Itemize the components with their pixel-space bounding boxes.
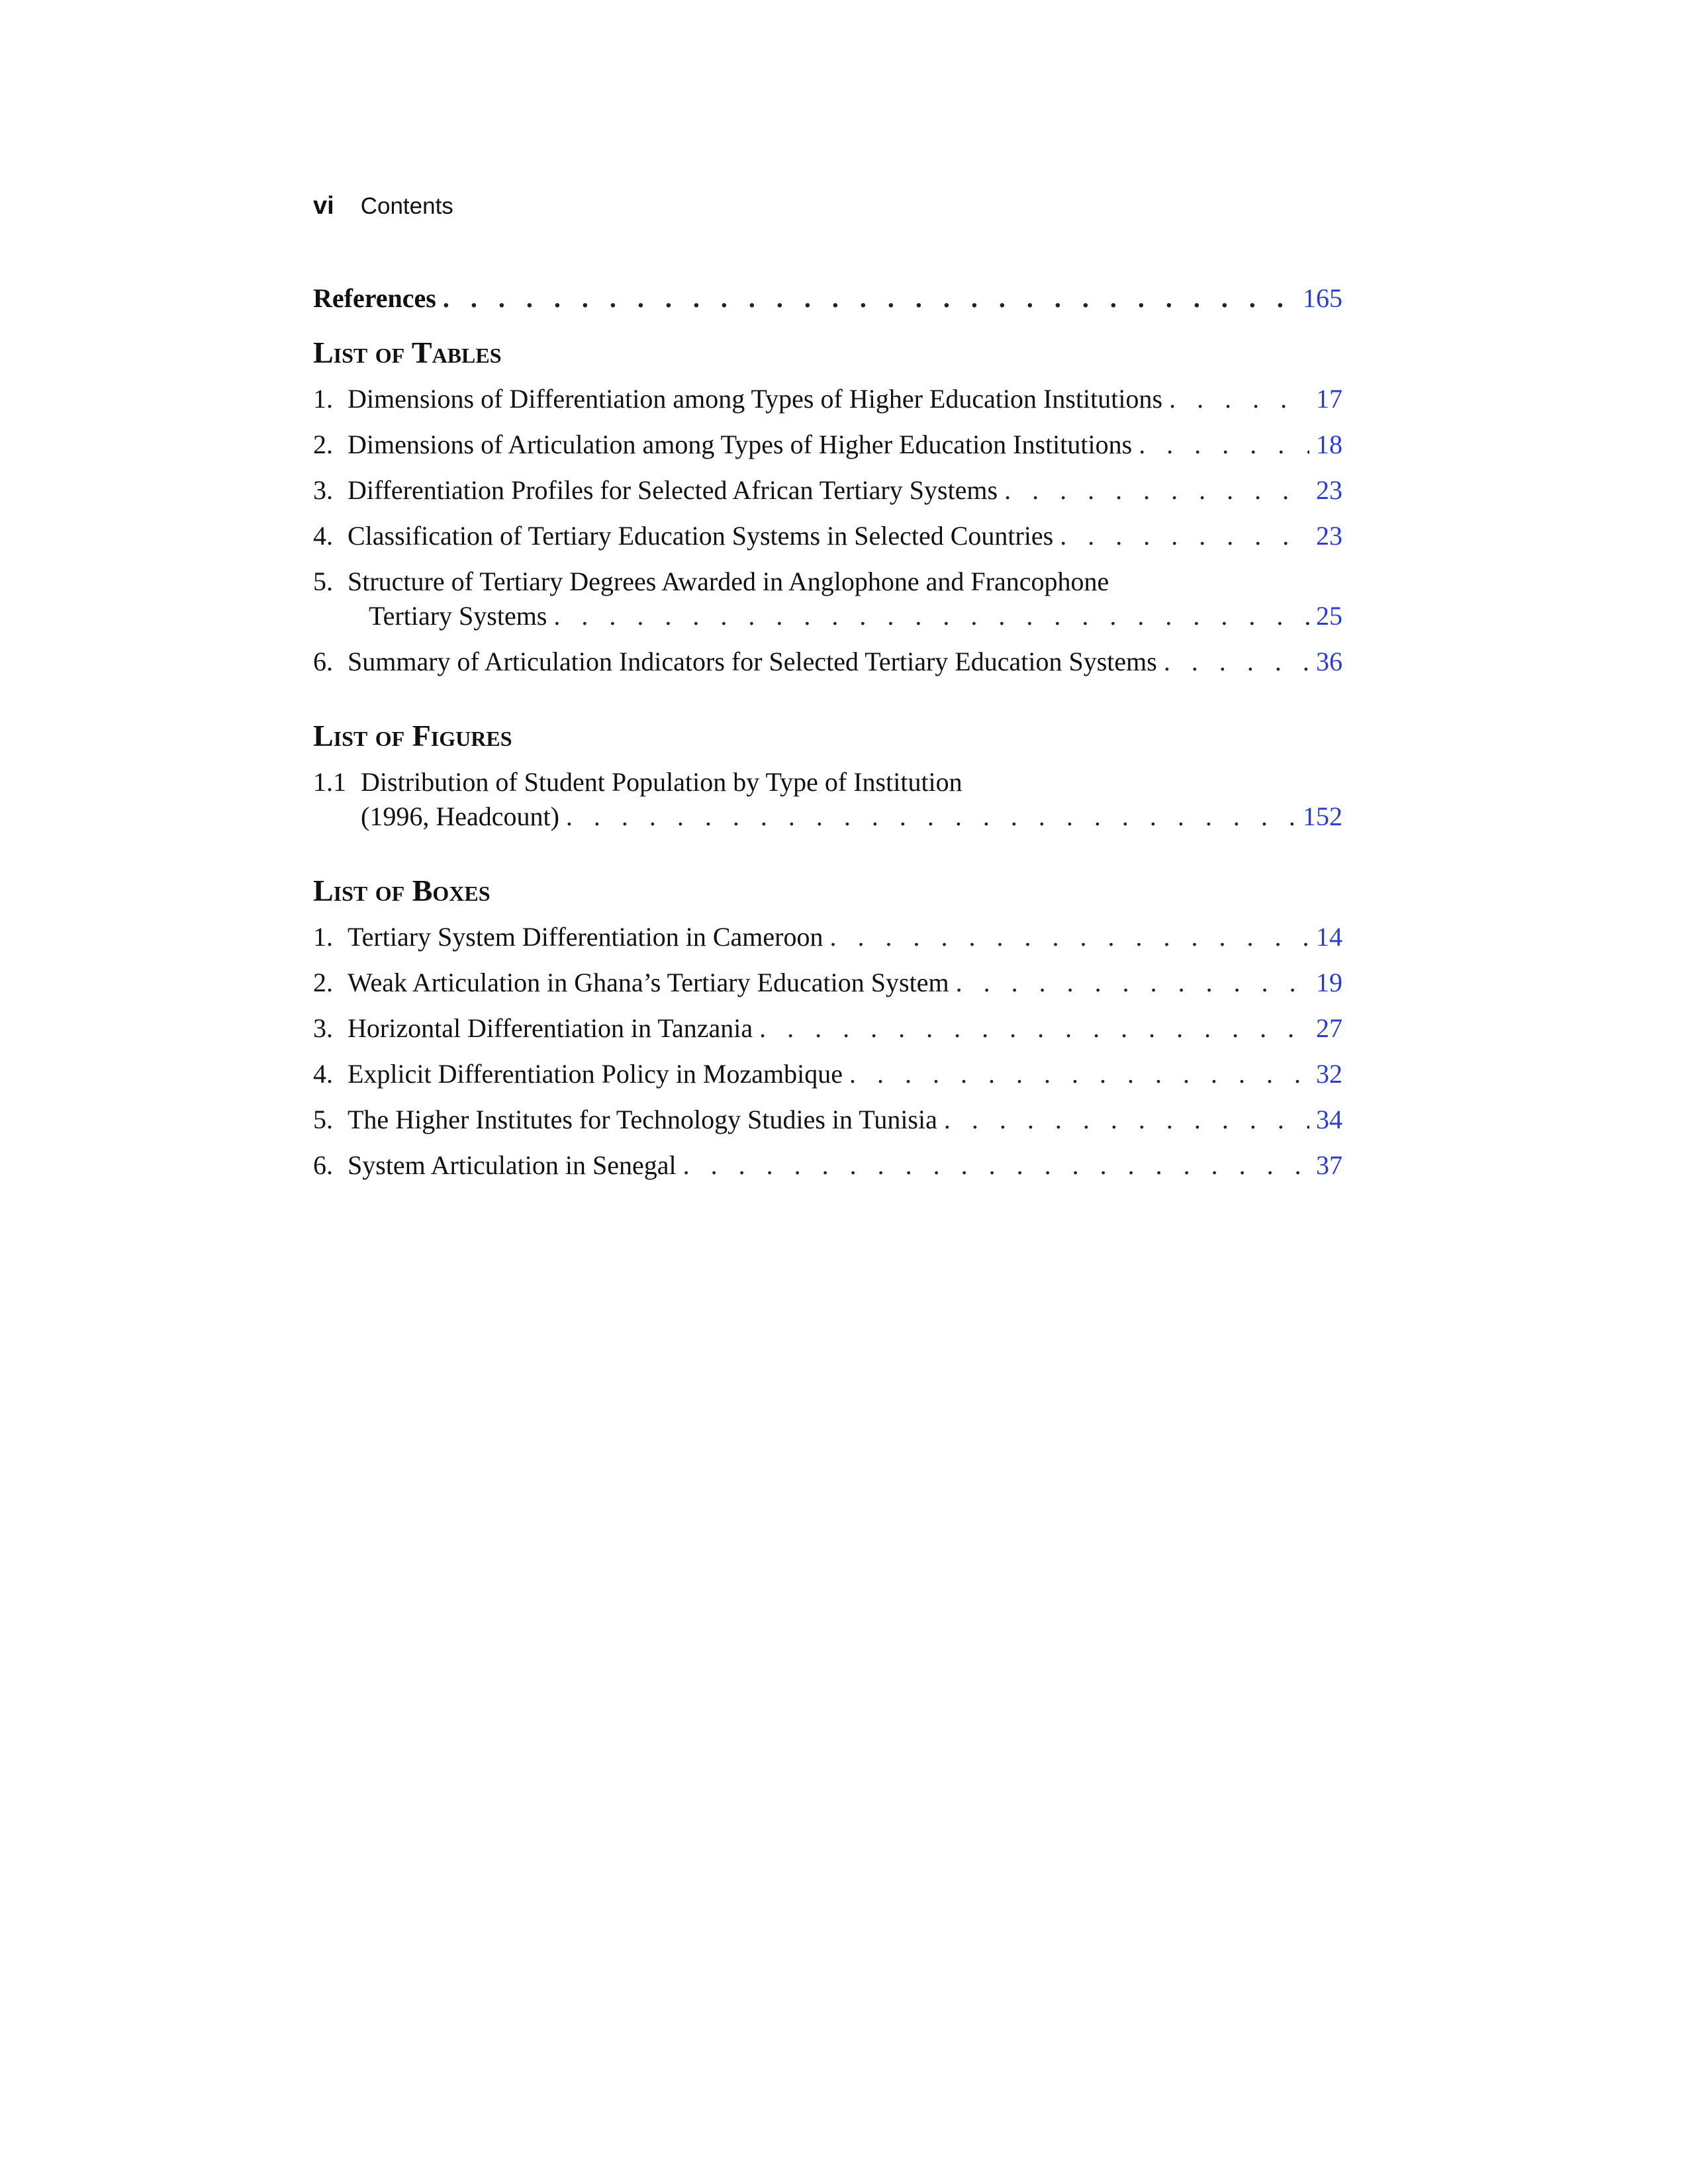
entry-title: Structure of Tertiary Degrees Awarded in Anglophone and Francophone xyxy=(348,567,1109,596)
entry-title: The Higher Institutes for Technology Studies in Tunisia xyxy=(348,1105,937,1134)
page-link[interactable]: 165 xyxy=(1303,283,1342,313)
entry-title: Summary of Articulation Indicators for Selected Tertiary Education Systems xyxy=(348,647,1157,676)
toc-entry-table[interactable] xyxy=(313,645,1342,679)
dot-leader xyxy=(566,799,1296,834)
entry-title: Horizontal Differentiation in Tanzania xyxy=(348,1013,753,1043)
page-link[interactable]: 23 xyxy=(1316,521,1342,551)
toc-entry-table[interactable] xyxy=(313,473,1342,508)
dot-leader xyxy=(553,599,1309,633)
entry-title-continuation: Tertiary Systems xyxy=(369,601,547,631)
page-link[interactable]: 17 xyxy=(1316,384,1342,414)
page-link[interactable]: 14 xyxy=(1316,922,1342,952)
toc-entry-box[interactable] xyxy=(313,1103,1342,1137)
page-link[interactable]: 152 xyxy=(1303,801,1342,831)
entry-title: System Articulation in Senegal xyxy=(348,1150,677,1180)
entry-number: 4. xyxy=(313,521,333,551)
page-link[interactable]: 32 xyxy=(1316,1059,1342,1089)
dot-leader xyxy=(1164,645,1309,679)
toc-entry-box[interactable] xyxy=(313,920,1342,954)
toc-entry-table[interactable] xyxy=(313,565,1342,633)
entry-title: Weak Articulation in Ghana’s Tertiary Education System xyxy=(348,968,949,997)
dot-leader xyxy=(830,920,1310,954)
entry-number: 1. xyxy=(313,922,333,952)
page-link[interactable]: 36 xyxy=(1316,647,1342,676)
page-link[interactable]: 37 xyxy=(1316,1150,1342,1180)
running-head-title: Contents xyxy=(360,193,453,219)
entry-number: 2. xyxy=(313,430,333,459)
entry-number: 5. xyxy=(313,1105,333,1134)
page-link[interactable]: 23 xyxy=(1316,475,1342,505)
toc-entry-box[interactable] xyxy=(313,1011,1342,1046)
entry-title: Classification of Tertiary Education Systems in Selected Countries xyxy=(348,521,1054,551)
entry-title: Distribution of Student Population by Type of Institution xyxy=(361,767,962,797)
entry-title-continuation: (1996, Headcount) xyxy=(361,801,559,831)
entry-number: 1. xyxy=(313,384,333,414)
toc-entry-figure[interactable] xyxy=(313,765,1342,834)
entry-number: 3. xyxy=(313,475,333,505)
entry-number: 2. xyxy=(313,968,333,997)
dot-leader xyxy=(944,1103,1309,1137)
entry-number: 1.1 xyxy=(313,767,346,797)
entry-number: 5. xyxy=(313,567,333,596)
toc-entry-table[interactable] xyxy=(313,428,1342,462)
dot-leader xyxy=(1169,382,1309,416)
dot-leader xyxy=(683,1148,1309,1183)
page-folio: vi xyxy=(313,192,334,220)
page-link[interactable]: 34 xyxy=(1316,1105,1342,1134)
dot-leader xyxy=(1139,428,1309,462)
dot-leader xyxy=(849,1057,1309,1091)
entry-title: Tertiary System Differentiation in Cameroon xyxy=(348,922,823,952)
toc xyxy=(313,281,1342,1194)
entry-title: Dimensions of Articulation among Types of Higher Education Institutions xyxy=(348,430,1133,459)
page-link[interactable]: 25 xyxy=(1316,601,1342,631)
toc-entry-table[interactable] xyxy=(313,519,1342,553)
entry-number: 6. xyxy=(313,647,333,676)
toc-entry-table[interactable] xyxy=(313,382,1342,416)
section-heading-figures: List of Figures xyxy=(313,719,512,752)
toc-entry-box[interactable] xyxy=(313,966,1342,1000)
page-link[interactable]: 19 xyxy=(1316,968,1342,997)
dot-leader xyxy=(956,966,1309,1000)
entry-number: 4. xyxy=(313,1059,333,1089)
section-heading-tables: List of Tables xyxy=(313,336,502,369)
entry-title: Explicit Differentiation Policy in Mozambique xyxy=(348,1059,843,1089)
toc-entry-references[interactable] xyxy=(313,281,1342,316)
page-link[interactable]: 27 xyxy=(1316,1013,1342,1043)
entry-title: Differentiation Profiles for Selected African Tertiary Systems xyxy=(348,475,998,505)
toc-entry-box[interactable] xyxy=(313,1148,1342,1183)
page-link[interactable]: 18 xyxy=(1316,430,1342,459)
entry-number: 3. xyxy=(313,1013,333,1043)
section-heading-boxes: List of Boxes xyxy=(313,874,491,907)
entry-number: 6. xyxy=(313,1150,333,1180)
toc-entry-box[interactable] xyxy=(313,1057,1342,1091)
toc-entry-label: References xyxy=(313,283,436,313)
dot-leader xyxy=(1004,473,1309,508)
entry-title: Dimensions of Differentiation among Types of Higher Education Institutions xyxy=(348,384,1163,414)
dot-leader xyxy=(1060,519,1309,553)
dot-leader xyxy=(443,281,1296,316)
running-head xyxy=(313,192,453,220)
dot-leader xyxy=(759,1011,1309,1046)
